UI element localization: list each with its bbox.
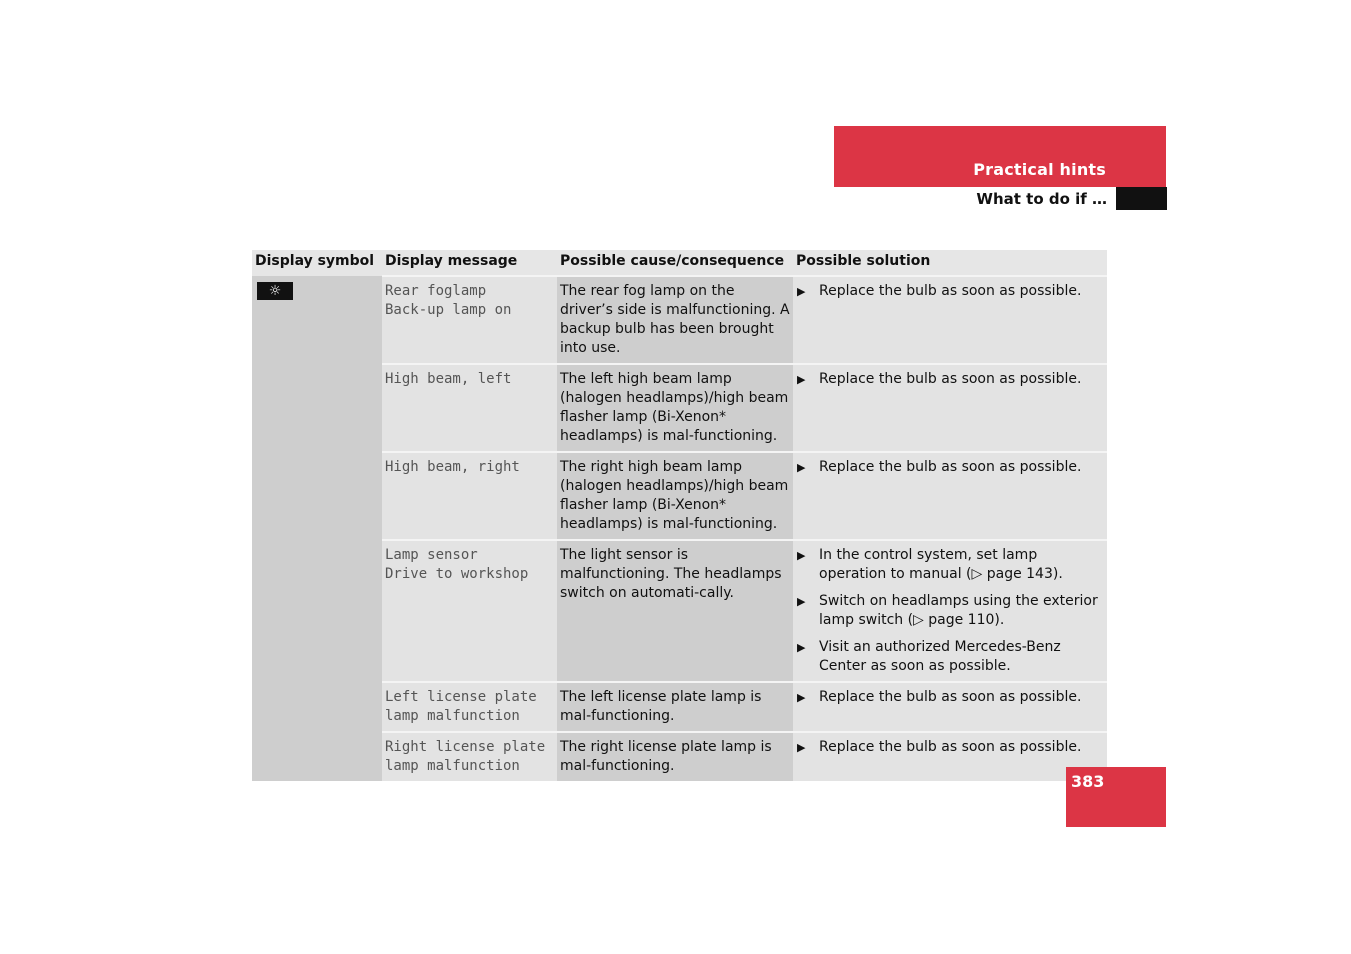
- possible-cause: The left high beam lamp (halogen headlamps)/high beam flasher lamp (Bi-Xenon* headlamps) is mal-functioning.: [557, 364, 793, 452]
- bullet-arrow-icon: ▶: [797, 285, 806, 298]
- display-message: High beam, left: [382, 364, 557, 452]
- solution-item: [796, 458, 1104, 477]
- bullet-arrow-icon: ▶: [797, 549, 806, 562]
- display-message: High beam, right: [382, 452, 557, 540]
- possible-solution: [793, 276, 1107, 364]
- possible-cause: The right high beam lamp (halogen headlamps)/high beam flasher lamp (Bi-Xenon* headlamps) is mal-functioning.: [557, 452, 793, 540]
- solution-item: [796, 688, 1104, 707]
- solution-item: [796, 738, 1104, 757]
- possible-cause: The rear fog lamp on the driver’s side is malfunctioning. A backup bulb has been brought into use.: [557, 276, 793, 364]
- display-message: Rear foglamp Back-up lamp on: [382, 276, 557, 364]
- possible-solution: [793, 732, 1107, 781]
- solution-text: Switch on headlamps using the exterior lamp switch (▷ page 110).: [819, 593, 1098, 628]
- lamp-symbol-icon: ☼: [257, 282, 293, 300]
- possible-cause: The left license plate lamp is mal-functioning.: [557, 682, 793, 732]
- possible-solution: [793, 364, 1107, 452]
- display-message: Left license plate lamp malfunction: [382, 682, 557, 732]
- solution-item: [796, 370, 1104, 389]
- column-header-possible-cause: Possible cause/consequence: [557, 250, 793, 276]
- section-title: Practical hints: [973, 160, 1106, 179]
- solution-text: In the control system, set lamp operation to manual (▷ page 143).: [819, 547, 1063, 582]
- display-message: Lamp sensor Drive to workshop: [382, 540, 557, 682]
- solution-item: [796, 546, 1104, 584]
- possible-solution: [793, 540, 1107, 682]
- solution-item: [796, 282, 1104, 301]
- solution-text: Replace the bulb as soon as possible.: [819, 689, 1082, 705]
- possible-solution: [793, 452, 1107, 540]
- solution-text: Visit an authorized Mercedes-Benz Center as soon as possible.: [819, 639, 1061, 674]
- solution-text: Replace the bulb as soon as possible.: [819, 371, 1082, 387]
- display-message: Right license plate lamp malfunction: [382, 732, 557, 781]
- display-messages-table: [252, 250, 1107, 781]
- bullet-arrow-icon: ▶: [797, 691, 806, 704]
- display-symbol-cell: [252, 276, 382, 781]
- possible-solution: [793, 682, 1107, 732]
- solution-text: Replace the bulb as soon as possible.: [819, 283, 1082, 299]
- table-row: [252, 276, 1107, 364]
- table-header-row: [252, 250, 1107, 276]
- column-header-display-symbol: Display symbol: [252, 250, 382, 276]
- possible-cause: The light sensor is malfunctioning. The headlamps switch on automati-cally.: [557, 540, 793, 682]
- section-header-bar: [834, 126, 1166, 187]
- column-header-possible-solution: Possible solution: [793, 250, 1107, 276]
- bullet-arrow-icon: ▶: [797, 741, 806, 754]
- subsection-marker: [1116, 187, 1167, 210]
- bullet-arrow-icon: ▶: [797, 373, 806, 386]
- page-number: 383: [1071, 772, 1105, 791]
- subsection-title: What to do if …: [976, 190, 1107, 208]
- solution-text: Replace the bulb as soon as possible.: [819, 459, 1082, 475]
- possible-cause: The right license plate lamp is mal-functioning.: [557, 732, 793, 781]
- column-header-display-message: Display message: [382, 250, 557, 276]
- bullet-arrow-icon: ▶: [797, 595, 806, 608]
- bullet-arrow-icon: ▶: [797, 641, 806, 654]
- solution-text: Replace the bulb as soon as possible.: [819, 739, 1082, 755]
- solution-item: [796, 638, 1104, 676]
- bullet-arrow-icon: ▶: [797, 461, 806, 474]
- solution-item: [796, 592, 1104, 630]
- page-number-box: [1066, 767, 1166, 827]
